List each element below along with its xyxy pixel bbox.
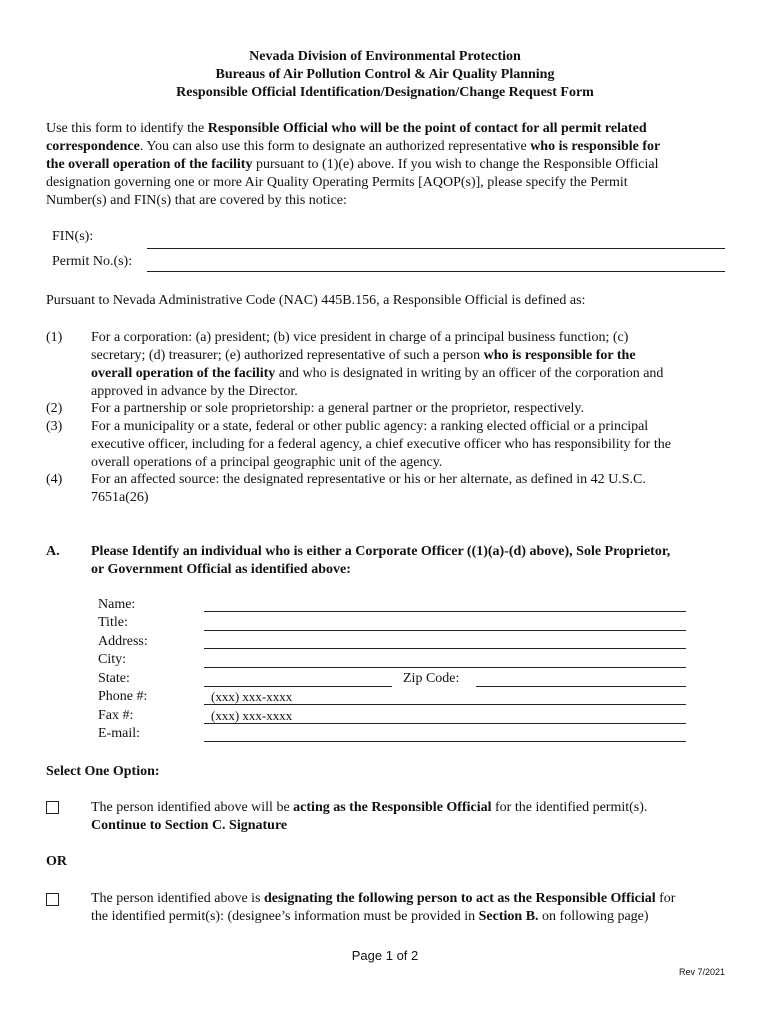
or-label: OR xyxy=(46,854,67,869)
definition-number-4: (4) xyxy=(46,472,63,487)
section-a-heading: Please Identify an individual who is either a Corporate Officer ((1)(a)-(d) above), Sole Proprietor, or Government Official as identified above: xyxy=(91,544,671,577)
phone-field[interactable] xyxy=(204,704,686,705)
intro-line-1: Use this form to identify the Responsible Official who will be the point of contact for all permit related xyxy=(46,121,647,136)
page-number: Page 1 of 2 xyxy=(351,948,419,963)
option-2-checkbox[interactable] xyxy=(46,893,59,906)
fin-label: FIN(s): xyxy=(52,229,94,244)
fax-value[interactable]: (xxx) xxx-xxxx xyxy=(211,708,293,723)
state-label: State: xyxy=(98,671,130,686)
header-bureaus: Bureaus of Air Pollution Control & Air Quality Planning xyxy=(215,67,555,82)
definition-1: For a corporation: (a) president; (b) vice president in charge of a principal business function; (c) secretary; (d) treasurer; (e) authorized representative of such a person who is responsible for the overall operation of the facility and who is designated in writing by an officer of the corporation and approved in advance by the Director. xyxy=(91,330,664,399)
option-1-checkbox[interactable] xyxy=(46,801,59,814)
name-field[interactable] xyxy=(204,611,686,612)
select-option-heading: Select One Option: xyxy=(46,764,160,779)
section-a-letter: A. xyxy=(46,544,60,559)
definition-3: For a municipality or a state, federal or other public agency: a ranking elected official or a principal executive officer, including for a federal agency, a chief executive officer who has responsibility for the overall operations of a principal geographic unit of the agency. xyxy=(91,419,671,470)
address-label: Address: xyxy=(98,634,148,649)
definition-number-3: (3) xyxy=(46,419,63,434)
zip-code-label: Zip Code: xyxy=(403,671,460,686)
option-1-text: The person identified above will be acting as the Responsible Official for the identified permit(s). Continue to Section C. Signature xyxy=(91,800,648,833)
intro-line-2: correspondence. You can also use this form to designate an authorized representative who is responsible for xyxy=(46,139,661,154)
fax-field[interactable] xyxy=(204,723,686,724)
definition-2: For a partnership or sole proprietorship: a general partner or the proprietor, respectively. xyxy=(91,401,585,416)
definition-number-2: (2) xyxy=(46,401,63,416)
permit-number-field[interactable] xyxy=(147,271,725,272)
definition-4: For an affected source: the designated representative or his or her alternate, as defined in 42 U.S.C. 7651a(26) xyxy=(91,472,646,505)
email-label: E-mail: xyxy=(98,726,140,741)
name-label: Name: xyxy=(98,597,136,612)
phone-label: Phone #: xyxy=(98,689,148,704)
definition-intro: Pursuant to Nevada Administrative Code (NAC) 445B.156, a Responsible Official is defined as: xyxy=(46,293,586,308)
email-field[interactable] xyxy=(204,741,686,742)
intro-line-5: Number(s) and FIN(s) that are covered by this notice: xyxy=(46,193,347,208)
fax-label: Fax #: xyxy=(98,708,134,723)
zip-code-field[interactable] xyxy=(476,686,686,687)
definition-number-1: (1) xyxy=(46,330,63,345)
city-field[interactable] xyxy=(204,667,686,668)
phone-value[interactable]: (xxx) xxx-xxxx xyxy=(211,689,293,704)
intro-line-3: the overall operation of the facility pursuant to (1)(e) above. If you wish to change the Responsible Official xyxy=(46,157,659,172)
title-label: Title: xyxy=(98,615,128,630)
form-title: Responsible Official Identification/Designation/Change Request Form xyxy=(176,85,594,100)
revision-label: Rev 7/2021 xyxy=(678,967,725,977)
intro-line-4: designation governing one or more Air Quality Operating Permits [AQOP(s)], please specify the Permit xyxy=(46,175,628,190)
fin-field[interactable] xyxy=(147,248,725,249)
option-2-text: The person identified above is designating the following person to act as the Responsible Official for the identified permit(s): (designee’s information must be provided in Section B. on following page) xyxy=(91,891,676,924)
address-field[interactable] xyxy=(204,648,686,649)
state-field[interactable] xyxy=(204,686,392,687)
permit-number-label: Permit No.(s): xyxy=(52,254,133,269)
city-label: City: xyxy=(98,652,127,667)
title-field[interactable] xyxy=(204,630,686,631)
header-agency: Nevada Division of Environmental Protection xyxy=(249,49,521,64)
